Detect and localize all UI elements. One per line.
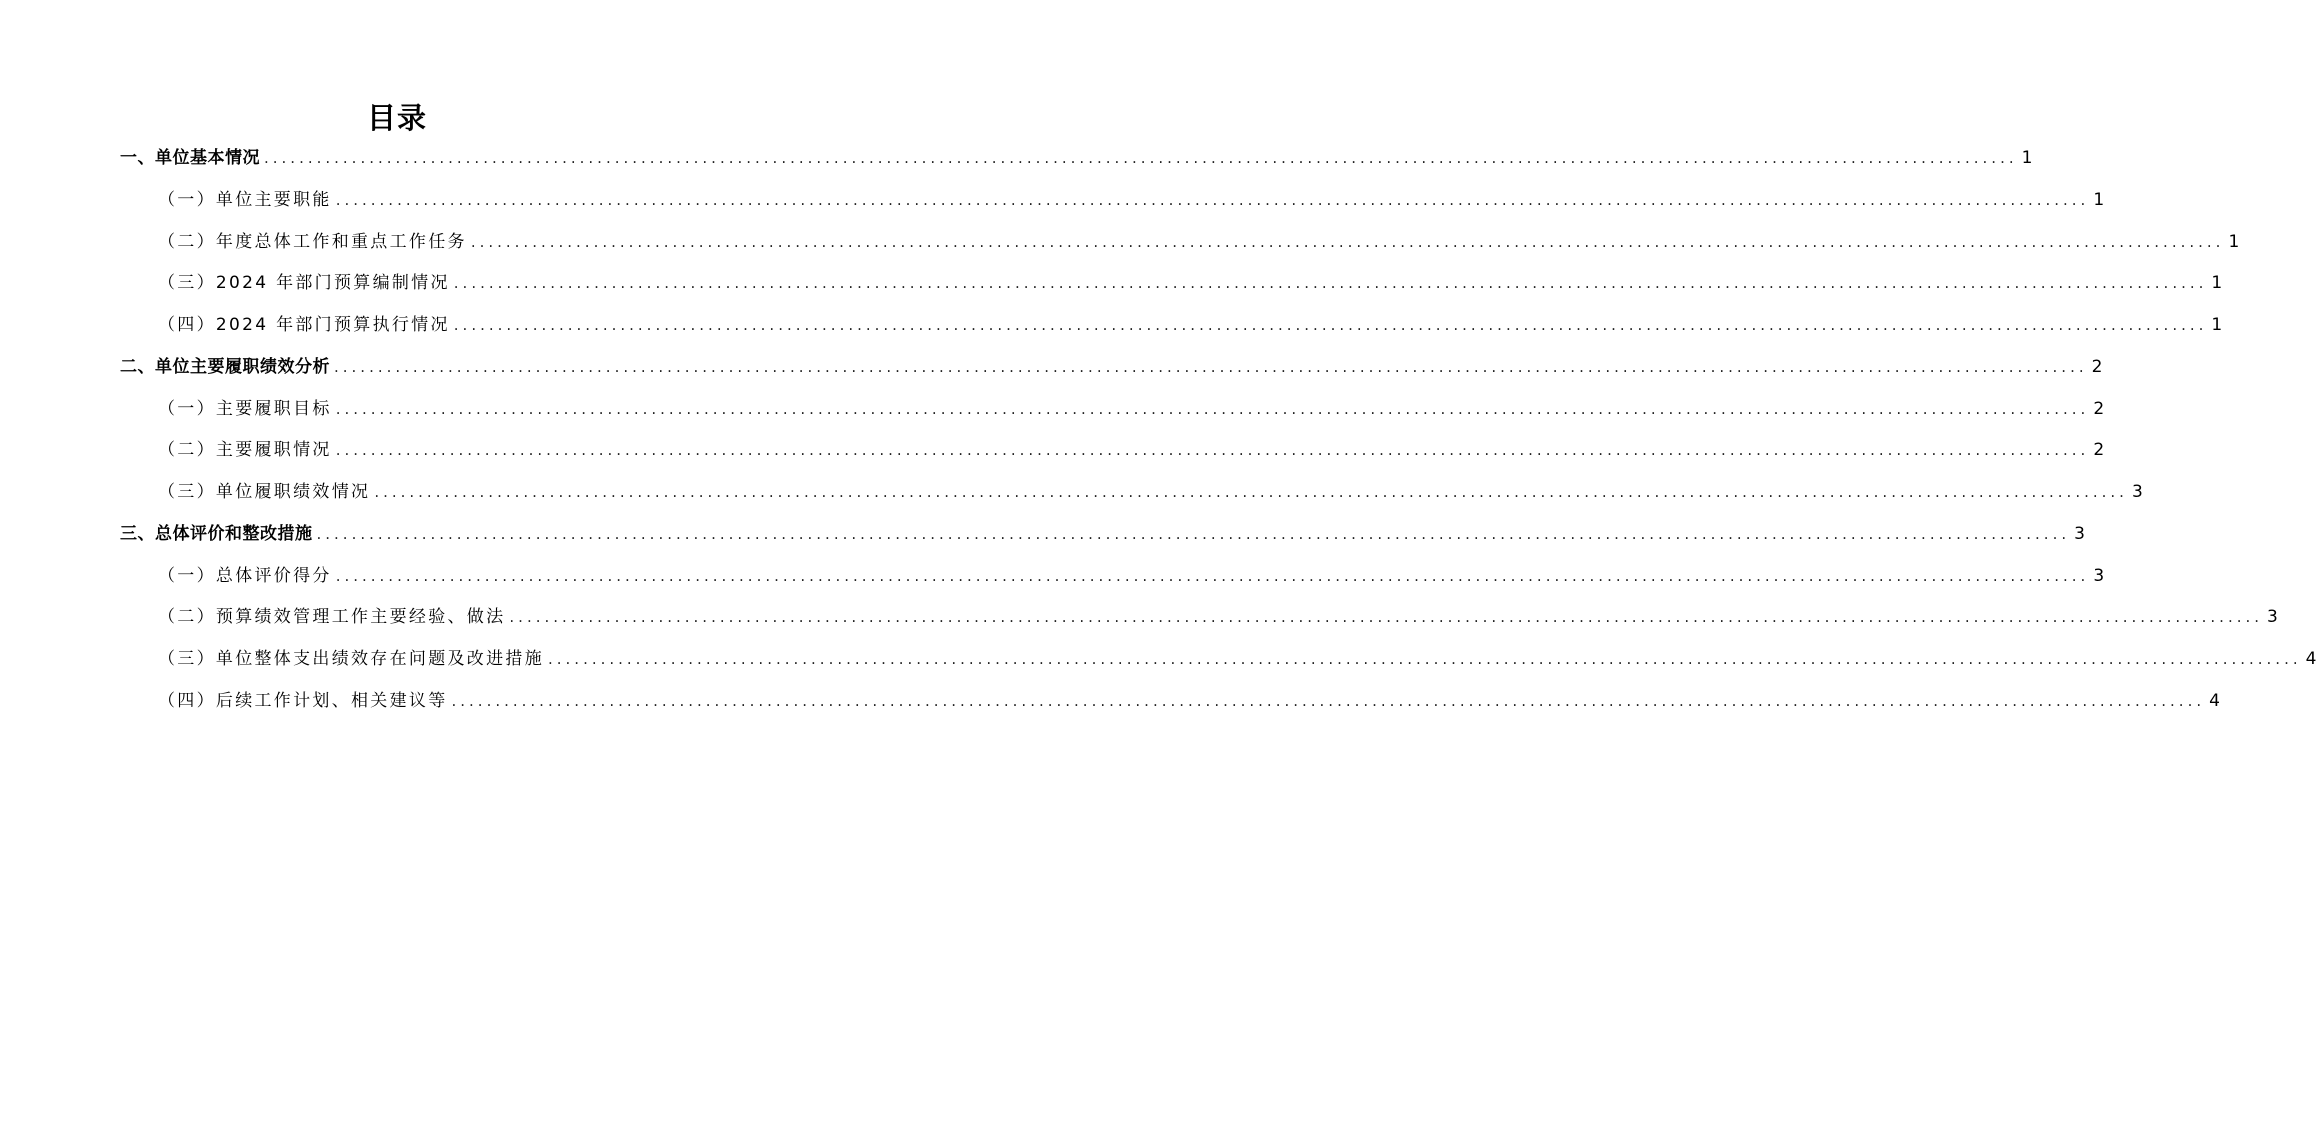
toc-section-entry[interactable] [120,347,2103,389]
toc-dot-leader: ........................................................................................................................................................................................................ [451,691,2206,710]
toc-page-number: 2 [2093,398,2105,419]
toc-subsection-entry[interactable] [120,263,2223,305]
toc-page-number: 1 [2093,189,2105,210]
toc-dot-leader: ........................................................................................................................................................................................................ [453,316,2208,334]
toc-section-entry[interactable] [120,138,2033,180]
toc-dot-leader: ........................................................................................................................................................................................................ [548,650,2302,668]
toc-page-number: 1 [2211,273,2223,294]
toc-page-number: 3 [2267,607,2278,628]
toc-page-number: 1 [2021,148,2033,168]
toc-entry-text: （一）单位主要职能 [158,189,332,210]
toc-dot-leader: ........................................................................................................................................................................................................ [316,524,2071,543]
toc-entry-text: （三）单位履职绩效情况 [158,482,371,502]
toc-dot-leader: ........................................................................................................................................................................................................ [335,190,2090,209]
toc-page-number: 2 [2091,356,2103,377]
toc-subsection-entry[interactable] [120,180,2105,222]
toc-subsection-entry[interactable] [120,556,2105,598]
toc-subsection-entry[interactable] [120,222,2240,264]
toc-subsection-entry[interactable] [120,430,2105,472]
toc-page-number: 3 [2074,523,2085,544]
toc-dot-leader: ........................................................................................................................................................................................................ [335,441,2090,460]
toc-page-number: 3 [2131,482,2143,502]
toc-entry-text: 一、单位基本情况 [120,148,260,168]
toc-title: 目录 [366,101,427,135]
toc-page-number: 1 [2211,315,2223,335]
toc-dot-leader: ........................................................................................................................................................................................................ [335,399,2090,418]
toc-dot-leader: ........................................................................................................................................................................................................ [453,274,2208,293]
toc-page-number: 1 [2228,231,2240,252]
toc-subsection-entry[interactable] [120,639,2316,681]
toc-subsection-entry[interactable] [120,681,2220,723]
toc-subsection-entry[interactable] [120,597,2278,639]
toc-entry-text: （二）预算绩效管理工作主要经验、做法 [158,607,506,628]
toc-entry-text: （一）总体评价得分 [158,565,332,586]
toc-entry-text: （四）后续工作计划、相关建议等 [158,690,448,711]
toc-dot-leader: ........................................................................................................................................................................................................ [374,483,2128,501]
toc-page-number: 4 [2305,649,2316,669]
toc-section-entry[interactable] [120,514,2085,556]
toc-entry-text: （二）年度总体工作和重点工作任务 [158,231,467,252]
toc-entry-text: 三、总体评价和整改措施 [120,523,313,544]
toc-subsection-entry[interactable] [120,305,2223,347]
toc-dot-leader: ........................................................................................................................................................................................................ [335,566,2090,585]
toc-entry-text: （三）2024 年部门预算编制情况 [158,273,450,294]
toc-entry-text: （三）单位整体支出绩效存在问题及改进措施 [158,649,544,669]
toc-entry-text: （一）主要履职目标 [158,398,332,419]
toc-dot-leader: ........................................................................................................................................................................................................ [509,608,2264,627]
toc-dot-leader: ........................................................................................................................................................................................................ [334,357,2088,376]
table-of-contents [120,138,2316,723]
toc-page-number: 3 [2093,565,2105,586]
toc-dot-leader: ........................................................................................................................................................................................................ [470,232,2225,251]
toc-dot-leader: ........................................................................................................................................................................................................ [264,149,2018,167]
toc-subsection-entry[interactable] [120,389,2105,431]
toc-page-number: 4 [2209,690,2220,711]
toc-entry-text: （四）2024 年部门预算执行情况 [158,315,450,335]
toc-page-number: 2 [2093,440,2105,461]
toc-entry-text: （二）主要履职情况 [158,440,332,461]
toc-subsection-entry[interactable] [120,472,2143,514]
toc-entry-text: 二、单位主要履职绩效分析 [120,356,330,377]
